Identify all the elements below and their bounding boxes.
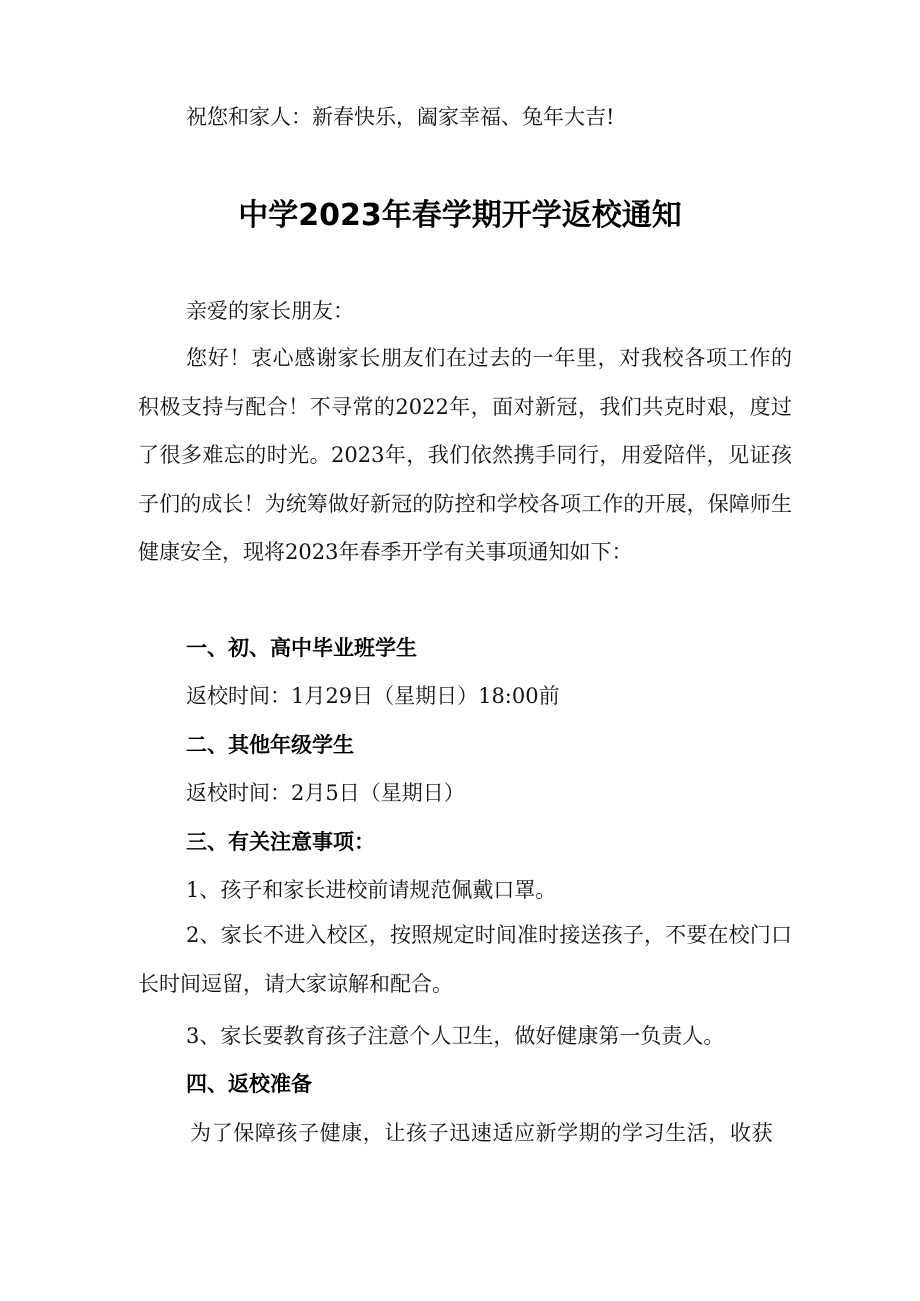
preparation-text: 为了保障孩子健康，让孩子迅速适应新学期的学习生活，收获 [190,1121,774,1145]
section-heading-graduating: 一、初、高中毕业班学生 [186,636,417,660]
intro-paragraph: 您好！衷心感谢家长朋友们在过去的一年里，对我校各项工作的积极支持与配合！不寻常的2022年，面对新冠，我们共克时艰，度过了很多难忘的时光。2023年，我们依然携手同行，用爱陪伴，见证孩子们的成长！为统筹做好新冠的防控和学校各项工作的开展，保障师生健康安全，现将2023年春季开学有关事项通知如下： [138,346,792,564]
return-time-graduating: 返校时间：1月29日（星期日）18:00前 [186,684,560,708]
note-item: 3、家长要教育孩子注意个人卫生，做好健康第一负责人。 [186,1024,725,1048]
greeting-line: 祝您和家人：新春快乐，阖家幸福、兔年大吉! [186,105,615,129]
return-time-other-grades: 返校时间：2月5日（星期日） [186,781,465,805]
section-heading-preparation: 四、返校准备 [186,1072,312,1096]
notice-title: 中学2023年春学期开学返校通知 [238,198,682,233]
note-item: 1、孩子和家长进校前请规范佩戴口罩。 [186,878,557,902]
section-heading-notes: 三、有关注意事项： [186,830,375,854]
section-heading-other-grades: 二、其他年级学生 [186,733,354,757]
note-item: 2、家长不进入校区，按照规定时间准时接送孩子，不要在校门口长时间逗留，请大家谅解和配合。 [138,923,792,996]
salutation: 亲爱的家长朋友： [186,299,354,323]
